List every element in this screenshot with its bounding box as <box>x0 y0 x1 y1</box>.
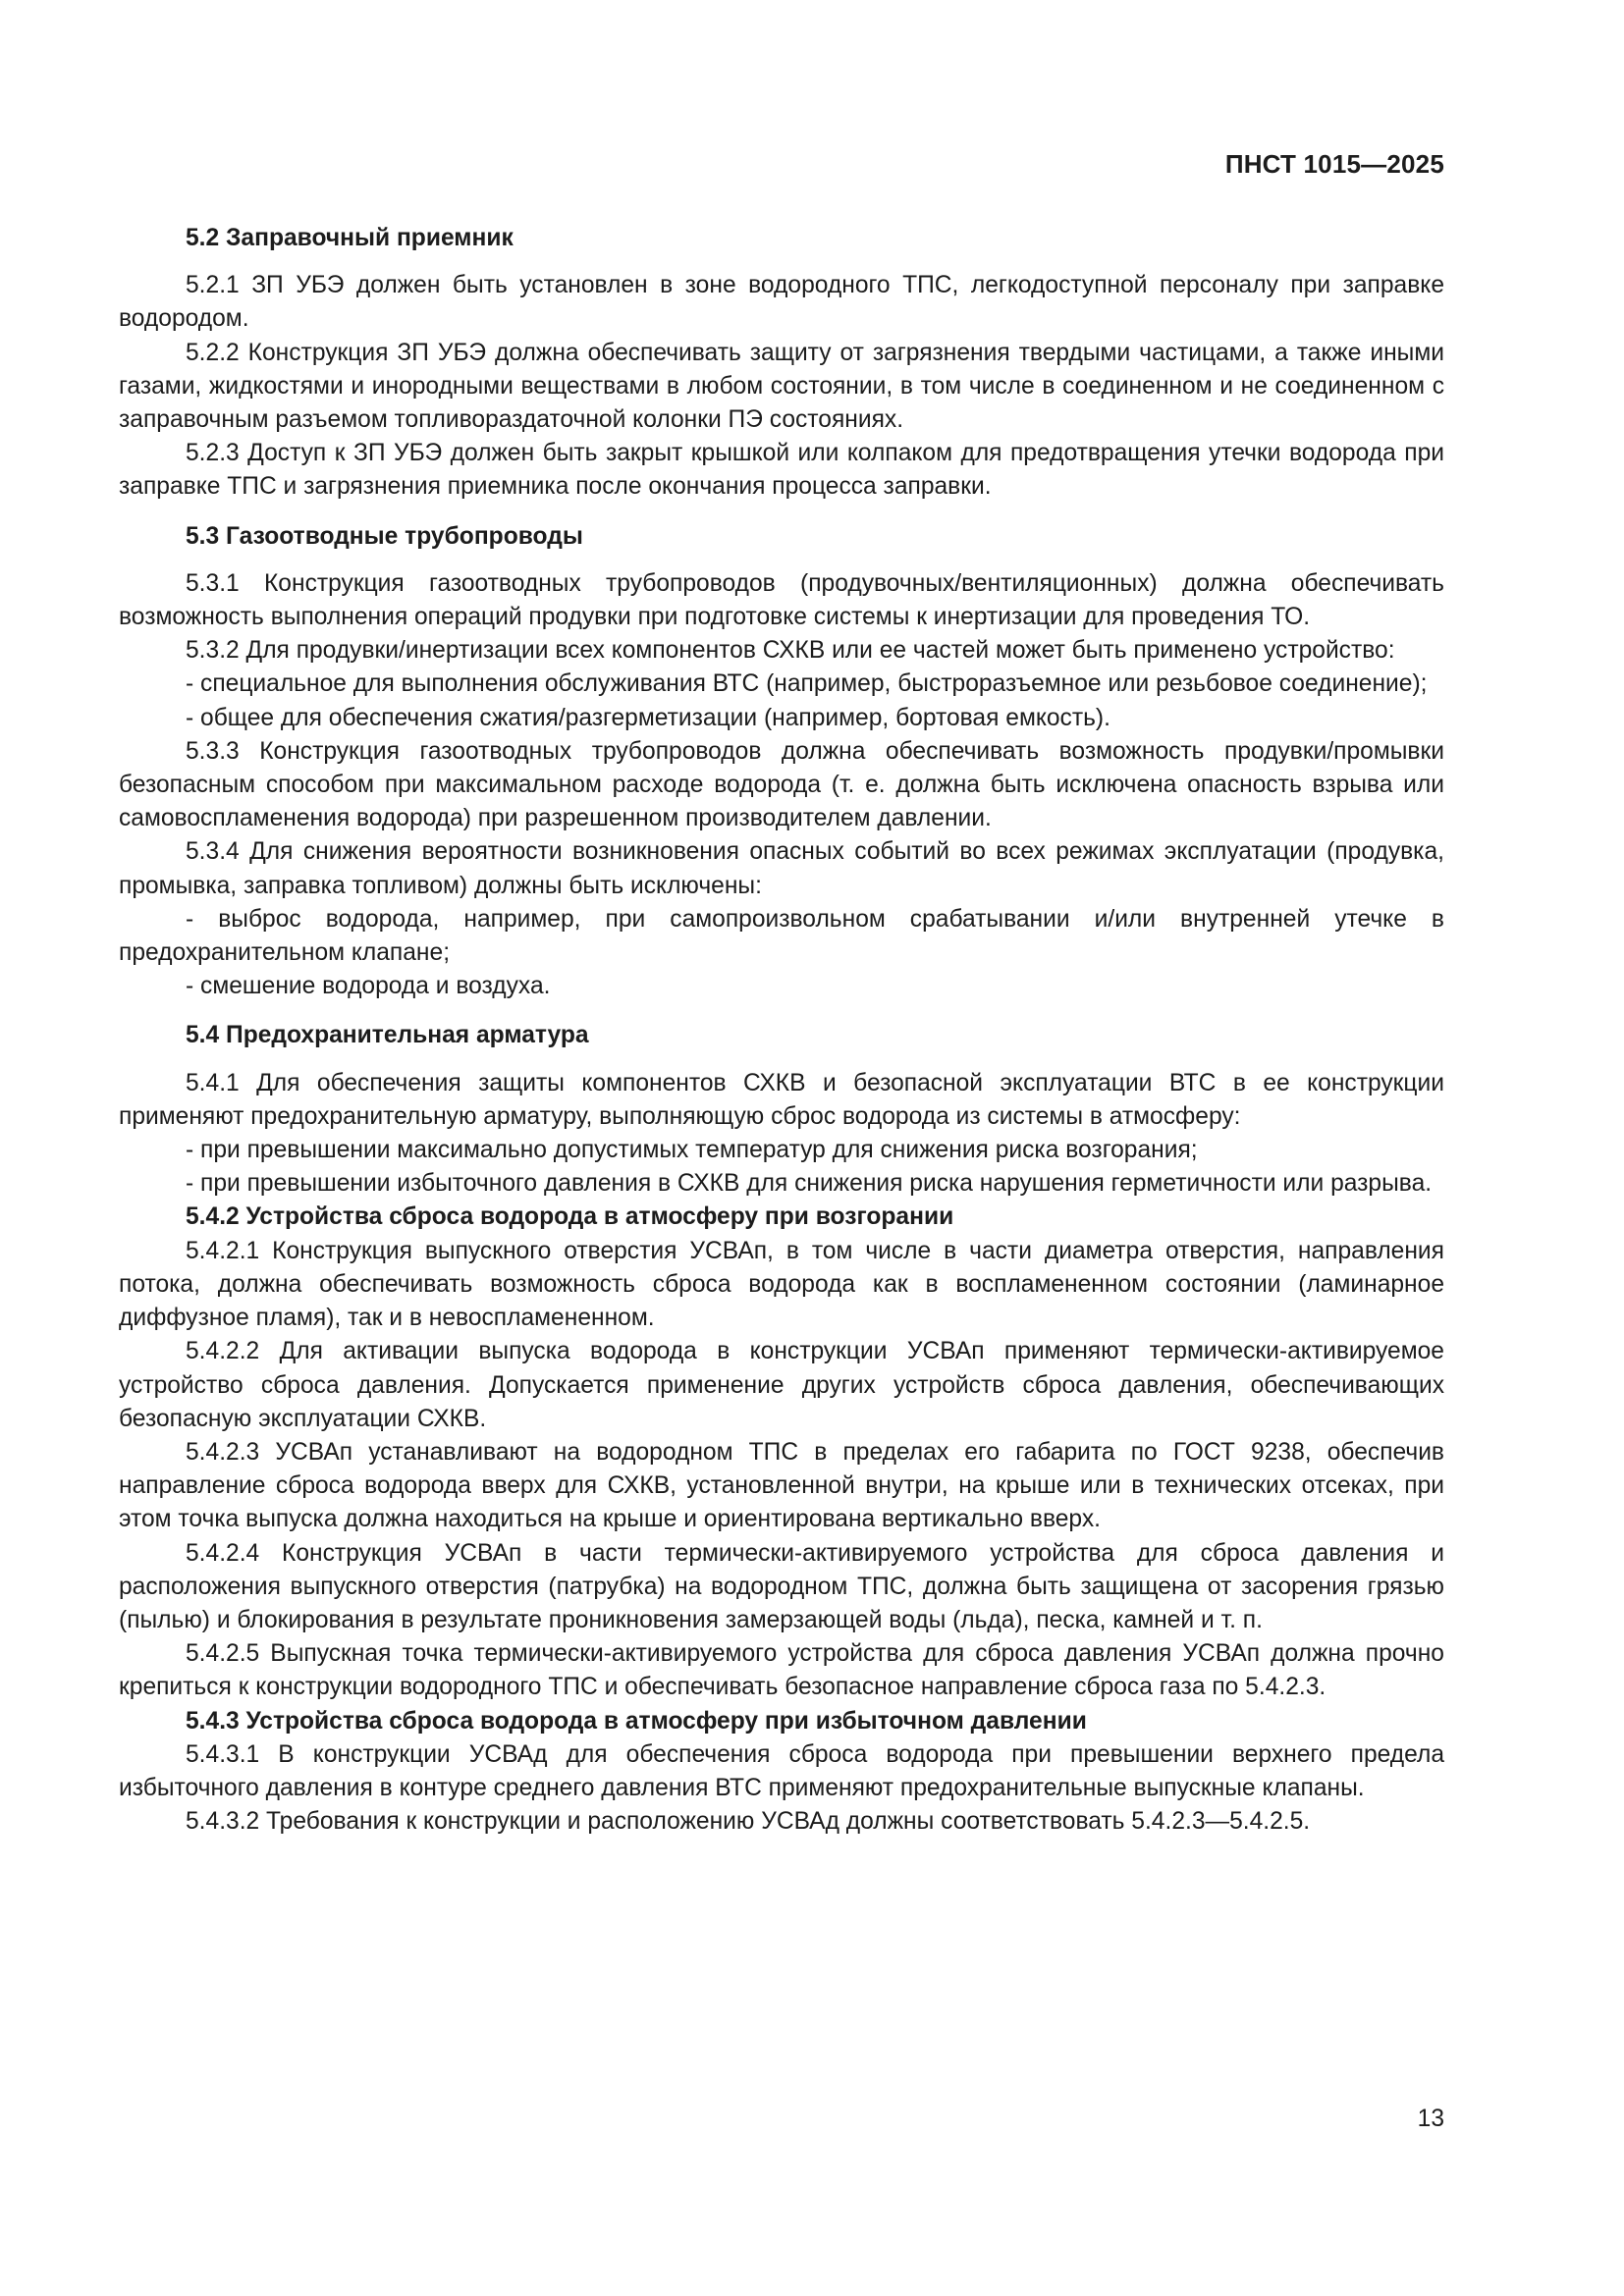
paragraph-5-4-2-2: 5.4.2.2 Для активации выпуска водорода в конструкции УСВАп применяют термически-активируемое устройство сброса давления. Допускается применение других устройств сброса давления, обеспечивающих безопасную эксплуатации СХКВ. <box>119 1338 1444 1432</box>
section-heading-5-4: 5.4 Предохранительная арматура <box>186 1022 589 1049</box>
list-item: - общее для обеспечения сжатия/разгерметизации (например, бортовая емкость). <box>186 704 1110 731</box>
list-item: - специальное для выполнения обслуживания ВТС (например, быстроразъемное или резьбовое соединение); <box>186 670 1428 698</box>
paragraph-5-4-3-2: 5.4.3.2 Требования к конструкции и расположению УСВАд должны соответствовать 5.4.2.3—5.4.2.5. <box>186 1808 1311 1836</box>
page-number: 13 <box>1417 2106 1444 2132</box>
paragraph-5-3-4: 5.3.4 Для снижения вероятности возникновения опасных событий во всех режимах эксплуатации (продувка, промывка, заправка топливом) должны быть исключены: <box>119 838 1444 899</box>
subsection-heading-5-4-2: 5.4.2 Устройства сброса водорода в атмосферу при возгорании <box>186 1203 954 1231</box>
section-heading-5-3: 5.3 Газоотводные трубопроводы <box>186 522 583 550</box>
list-item: - при превышении избыточного давления в СХКВ для снижения риска нарушения герметичности или разрыва. <box>186 1170 1433 1198</box>
paragraph-5-4-2-5: 5.4.2.5 Выпускная точка термически-активируемого устройства для сброса давления УСВАп должна прочно крепиться к конструкции водородного ТПС и обеспечивать безопасное направление сброса газа по 5.4.2.3. <box>119 1640 1444 1701</box>
list-item: - смешение водорода и воздуха. <box>186 973 551 1000</box>
paragraph-5-4-2-1: 5.4.2.1 Конструкция выпускного отверстия УСВАп, в том числе в части диаметра отверстия, направления потока, должна обеспечивать возможность сброса водорода как в воспламененном состоянии (ламинарное диффузное пламя), так и в невоспламененном. <box>119 1237 1444 1332</box>
paragraph-5-2-1: 5.2.1 ЗП УБЭ должен быть установлен в зоне водородного ТПС, легкодоступной персоналу при заправке водородом. <box>119 272 1444 333</box>
paragraph-5-4-3-1: 5.4.3.1 В конструкции УСВАд для обеспечения сброса водорода при превышении верхнего предела избыточного давления в контуре среднего давления ВТС применяют предохранительные выпускные клапаны. <box>119 1740 1444 1801</box>
document-code: ПНСТ 1015—2025 <box>1224 149 1444 179</box>
document-body <box>119 222 1444 1839</box>
paragraph-5-3-1: 5.3.1 Конструкция газоотводных трубопроводов (продувочных/вентиляционных) должна обеспечивать возможность выполнения операций продувки при подготовке системы к инертизации для проведения ТО. <box>119 569 1444 631</box>
list-item: - при превышении максимально допустимых температур для снижения риска возгорания; <box>186 1137 1198 1164</box>
list-item: - выброс водорода, например, при самопроизвольном срабатывании и/или внутренней утечке в предохранительном клапане; <box>119 905 1444 967</box>
paragraph-5-3-2: 5.3.2 Для продувки/инертизации всех компонентов СХКВ или ее частей может быть применено устройство: <box>186 637 1395 665</box>
paragraph-5-4-2-3: 5.4.2.3 УСВАп устанавливают на водородном ТПС в пределах его габарита по ГОСТ 9238, обеспечив направление сброса водорода вверх для СХКВ, установленной внутри, на крыше или в технических отсеках, при этом точка выпуска должна находиться на крыше и ориентирована вертикально вверх. <box>119 1438 1444 1533</box>
paragraph-5-4-1: 5.4.1 Для обеспечения защиты компонентов СХКВ и безопасной эксплуатации ВТС в ее конструкции применяют предохранительную арматуру, выполняющую сброс водорода из системы в атмосферу: <box>119 1069 1444 1130</box>
paragraph-5-4-2-4: 5.4.2.4 Конструкция УСВАп в части термически-активируемого устройства для сброса давления и расположения выпускного отверстия (патрубка) на водородном ТПС, должна быть защищена от засорения грязью (пылью) и блокирования в результате проникновения замерзающей воды (льда), песка, камней и т. п. <box>119 1539 1444 1633</box>
paragraph-5-2-3: 5.2.3 Доступ к ЗП УБЭ должен быть закрыт крышкой или колпаком для предотвращения утечки водорода при заправке ТПС и загрязнения приемника после окончания процесса заправки. <box>119 440 1444 501</box>
section-heading-5-2: 5.2 Заправочный приемник <box>186 225 514 251</box>
paragraph-5-2-2: 5.2.2 Конструкция ЗП УБЭ должна обеспечивать защиту от загрязнения твердыми частицами, а также иными газами, жидкостями и инородными веществами в любом состоянии, в том числе в соединенном и не соединенном с заправочным разъемом топливораздаточной колонки ПЭ состояниях. <box>119 339 1444 434</box>
paragraph-5-3-3: 5.3.3 Конструкция газоотводных трубопроводов должна обеспечивать возможность продувки/промывки безопасным способом при максимальном расходе водорода (т. е. должна быть исключена опасность взрыва или самовоспламенения водорода) при разрешенном производителем давлении. <box>119 737 1444 832</box>
subsection-heading-5-4-3: 5.4.3 Устройства сброса водорода в атмосферу при избыточном давлении <box>186 1707 1087 1735</box>
